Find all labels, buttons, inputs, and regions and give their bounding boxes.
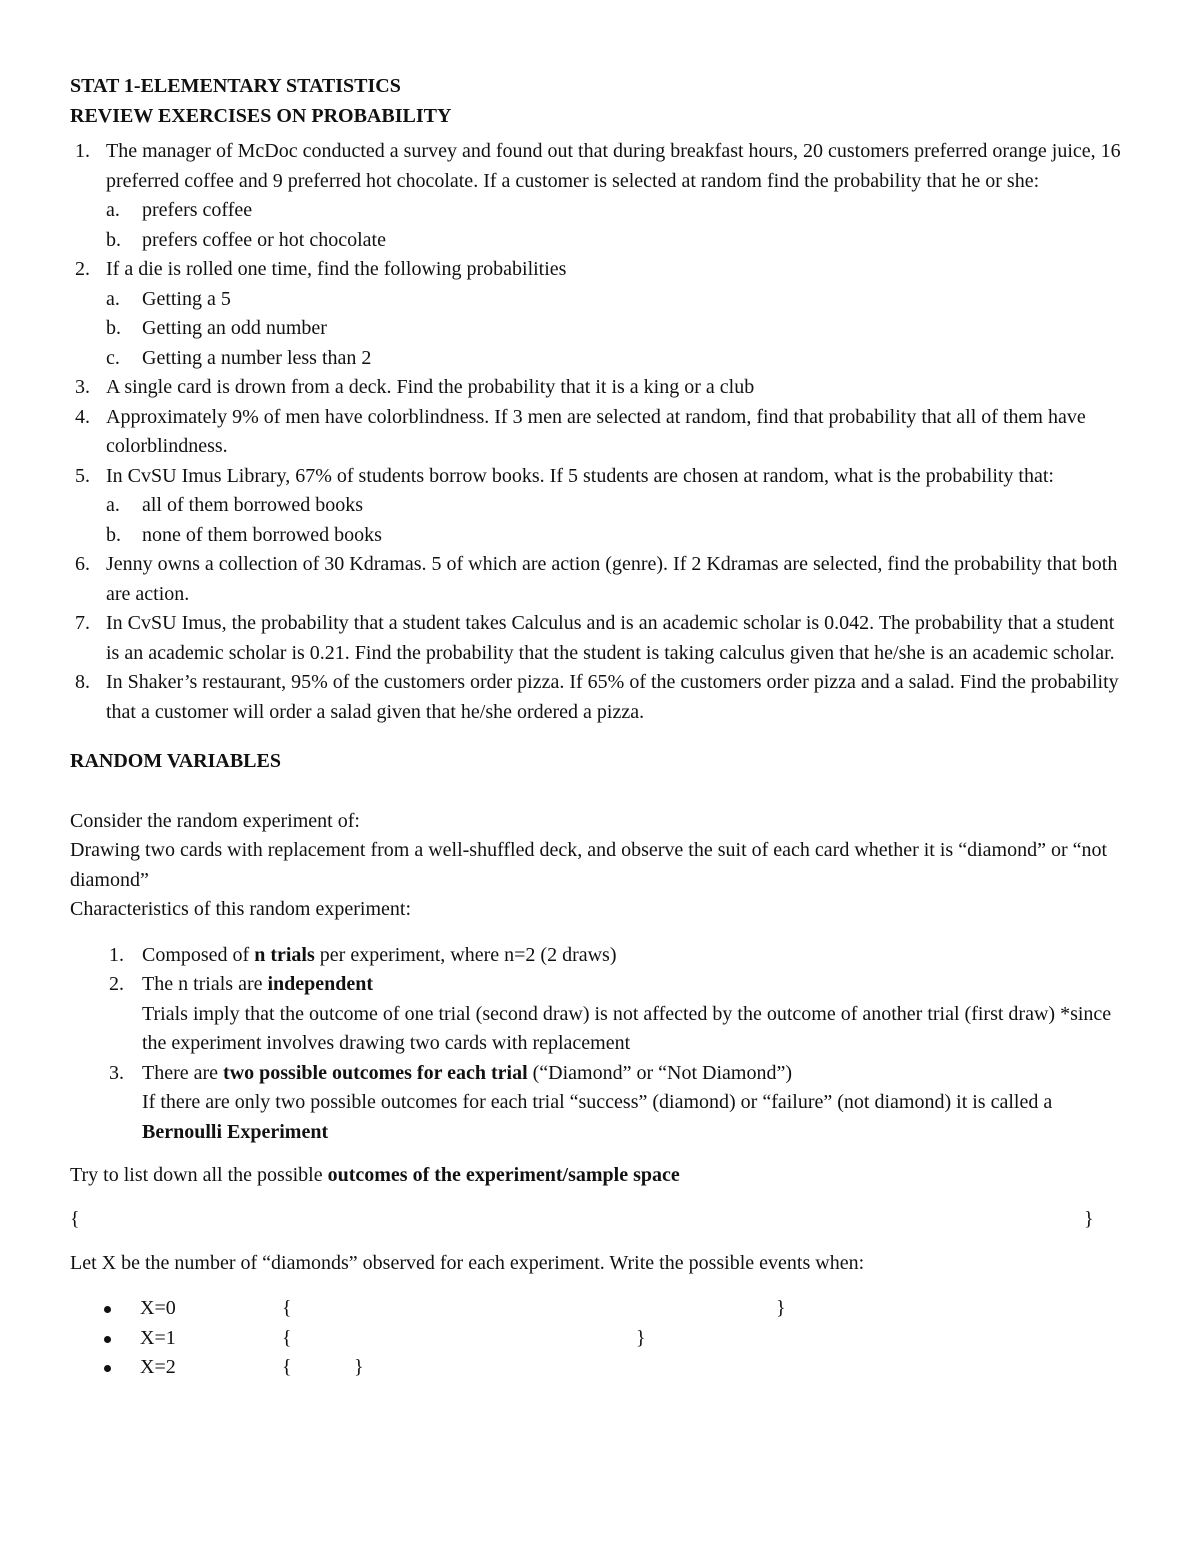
- exercise-number: 2.: [75, 258, 90, 280]
- characteristic-item-3: [70, 1059, 1130, 1148]
- exercise-number: 6.: [75, 553, 90, 575]
- sub-question-list: [106, 285, 1130, 374]
- exercise-list: [70, 137, 1130, 727]
- open-brace: {: [70, 1207, 80, 1230]
- characteristic-keyword: n trials: [254, 943, 315, 966]
- exercise-item-7: [70, 609, 1130, 668]
- open-brace: {: [282, 1297, 292, 1319]
- characteristic-keyword: independent: [267, 973, 374, 995]
- exercise-item-2: [70, 255, 1130, 373]
- document-page: [70, 72, 1130, 1383]
- sub-letter: a.: [106, 199, 120, 221]
- sub-text: Getting a number less than 2: [142, 346, 372, 369]
- exercise-text: In Shaker’s restaurant, 95% of the customers order pizza. If 65% of the customers order pizza and a salad. Find the probability that a customer will order a salad given that he/she ordered a pizza.: [106, 671, 1119, 723]
- exercise-number: 3.: [75, 376, 90, 398]
- sub-text: none of them borrowed books: [142, 523, 382, 546]
- characteristics-list: [70, 941, 1130, 1148]
- characteristic-item-2: [70, 970, 1130, 1059]
- exercise-item-5: [70, 462, 1130, 551]
- exercise-item-8: [70, 668, 1130, 727]
- exercise-text: If a die is rolled one time, find the following probabilities: [106, 258, 567, 280]
- exercise-item-1: [70, 137, 1130, 255]
- characteristic-text: per experiment, where n=2 (2 draws): [314, 943, 617, 966]
- exercise-text: A single card is drown from a deck. Find the probability that it is a king or a club: [106, 376, 755, 398]
- characteristic-keyword: two possible outcomes for each trial: [223, 1061, 528, 1084]
- exercise-number: 4.: [75, 405, 90, 428]
- open-brace: {: [282, 1356, 292, 1378]
- sub-text: Getting a 5: [142, 287, 231, 310]
- exercise-text: Jenny owns a collection of 30 Kdramas. 5 of which are action (genre). If 2 Kdramas are selected, find the probability that both are action.: [106, 553, 1118, 605]
- close-brace: }: [776, 1297, 786, 1319]
- sub-letter: a.: [106, 494, 120, 516]
- event-label: X=2: [140, 1356, 176, 1378]
- sub-text: prefers coffee: [142, 199, 253, 221]
- exercise-text: The manager of McDoc conducted a survey and found out that during breakfast hours, 20 customers preferred orange juice, 16 preferred coffee and 9 preferred hot chocolate. If a customer is selected at random find the probability that he or she:: [106, 140, 1121, 192]
- exercise-text: Approximately 9% of men have colorblindness. If 3 men are selected at random, find that probability that all of them have colorblindness.: [106, 405, 1086, 457]
- sub-question: [106, 314, 1130, 344]
- intro-line: Consider the random experiment of:: [70, 809, 360, 832]
- sub-question: [106, 196, 1130, 226]
- sub-question: [106, 344, 1130, 374]
- close-brace: }: [636, 1326, 646, 1349]
- sub-letter: b.: [106, 523, 121, 546]
- sub-question: [106, 491, 1130, 521]
- course-title: STAT 1-ELEMENTARY STATISTICS: [70, 75, 401, 97]
- exercise-item-4: [70, 403, 1130, 462]
- open-brace: {: [282, 1326, 292, 1349]
- events-list: [70, 1294, 1130, 1383]
- close-brace: }: [1084, 1207, 1094, 1230]
- characteristic-text: The n trials are: [142, 973, 268, 995]
- event-item: [70, 1294, 1130, 1324]
- sub-question-list: [106, 196, 1130, 255]
- exercise-text: In CvSU Imus Library, 67% of students borrow books. If 5 students are chosen at random, what is the probability that:: [106, 464, 1054, 487]
- exercise-number: 5.: [75, 464, 90, 487]
- sub-text: Getting an odd number: [142, 317, 327, 339]
- bullet-icon: [104, 1336, 111, 1343]
- characteristic-detail: Trials imply that the outcome of one trial (second draw) is not affected by the outcome of another trial (first draw) *since the experiment involves drawing two cards with replacement: [142, 1002, 1112, 1054]
- characteristic-text: Composed of: [142, 943, 255, 966]
- exercise-title: REVIEW EXERCISES ON PROBABILITY: [70, 104, 452, 127]
- bernoulli-keyword: Bernoulli Experiment: [142, 1120, 329, 1143]
- sub-question: [106, 226, 1130, 256]
- sub-question-list: [106, 491, 1130, 550]
- sample-space-prompt: [70, 1161, 1130, 1191]
- characteristic-number: 1.: [109, 943, 124, 966]
- sub-letter: b.: [106, 228, 121, 251]
- sub-text: prefers coffee or hot chocolate: [142, 228, 386, 251]
- prompt-keyword: outcomes of the experiment/sample space: [327, 1164, 680, 1186]
- prompt-text: Try to list down all the possible: [70, 1164, 328, 1186]
- bullet-icon: [104, 1306, 111, 1313]
- characteristic-text: (“Diamond” or “Not Diamond”): [527, 1061, 792, 1084]
- characteristic-text: There are: [142, 1061, 224, 1084]
- sub-letter: c.: [106, 346, 120, 369]
- event-item: [70, 1353, 1130, 1383]
- sample-space-answer: [70, 1205, 1130, 1235]
- sub-question: [106, 521, 1130, 551]
- event-label: X=0: [140, 1297, 176, 1319]
- event-item: [70, 1324, 1130, 1354]
- events-prompt: Let X be the number of “diamonds” observed for each experiment. Write the possible events when:: [70, 1251, 865, 1274]
- characteristic-number: 3.: [109, 1061, 124, 1084]
- characteristics-intro: Characteristics of this random experiment:: [70, 898, 412, 920]
- bullet-icon: [104, 1365, 111, 1372]
- exercise-number: 1.: [75, 140, 90, 162]
- event-label: X=1: [140, 1326, 176, 1349]
- experiment-description: Drawing two cards with replacement from a well-shuffled deck, and observe the suit of each card whether it is “diamond” or “not diamond”: [70, 839, 1108, 891]
- exercise-item-6: [70, 550, 1130, 609]
- close-brace: }: [354, 1356, 364, 1378]
- detail-text: If there are only two possible outcomes for each trial “success” (diamond) or “failure” (not diamond) it is called a: [142, 1091, 1053, 1113]
- random-variables-heading: RANDOM VARIABLES: [70, 750, 281, 772]
- sub-letter: b.: [106, 317, 121, 339]
- exercise-number: 7.: [75, 612, 90, 634]
- characteristic-detail: [142, 1088, 1130, 1147]
- exercise-item-3: [70, 373, 1130, 403]
- exercise-text: In CvSU Imus, the probability that a student takes Calculus and is an academic scholar is 0.042. The probability that a student is an academic scholar is 0.21. Find the probability that the student is taking calculus given that he/she is an academic scholar.: [106, 612, 1115, 664]
- exercise-number: 8.: [75, 671, 90, 693]
- sub-text: all of them borrowed books: [142, 494, 364, 516]
- characteristic-number: 2.: [109, 973, 124, 995]
- sub-question: [106, 285, 1130, 315]
- sub-letter: a.: [106, 287, 120, 310]
- characteristic-item-1: [70, 941, 1130, 971]
